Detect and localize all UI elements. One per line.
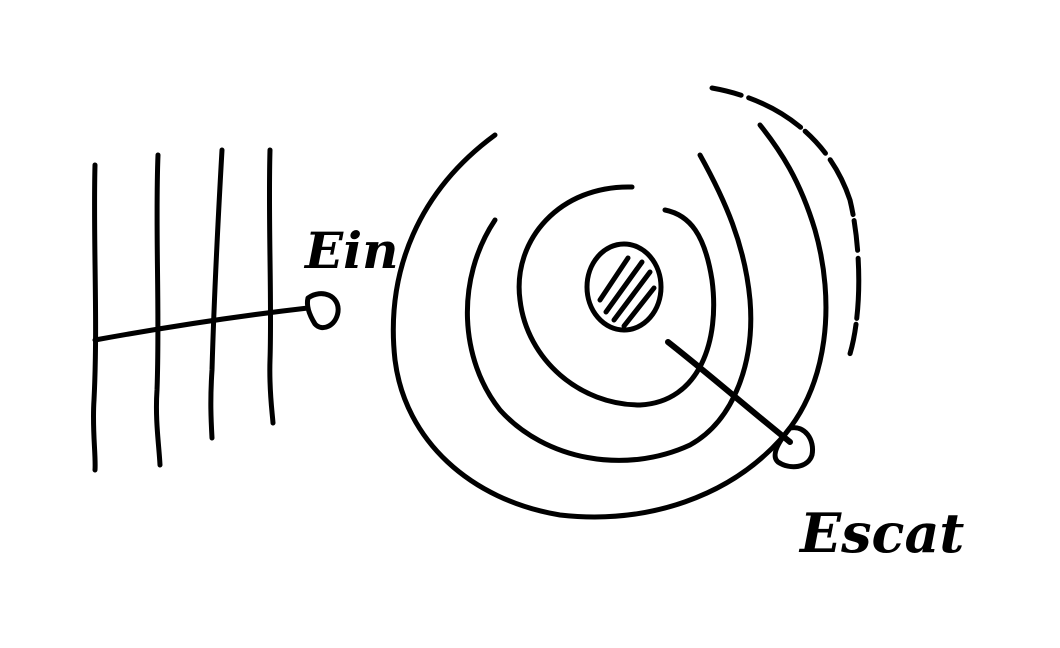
incident-wavefront-1 xyxy=(93,165,95,470)
scatterer xyxy=(587,244,661,330)
incident-wavefront-4 xyxy=(269,150,273,423)
incident-plane-waves xyxy=(93,150,273,470)
incident-wavefront-2 xyxy=(156,155,160,465)
incident-wavefront-3 xyxy=(211,150,222,438)
incident-field-line xyxy=(95,308,308,340)
incident-field-label: Ein xyxy=(305,221,399,280)
scattered-field-label: Escat xyxy=(800,501,965,565)
scatterer-hatching xyxy=(600,258,654,326)
scattered-field-line xyxy=(668,342,790,442)
scattered-field-vector xyxy=(668,342,813,467)
incident-field-probe-icon xyxy=(307,294,338,328)
